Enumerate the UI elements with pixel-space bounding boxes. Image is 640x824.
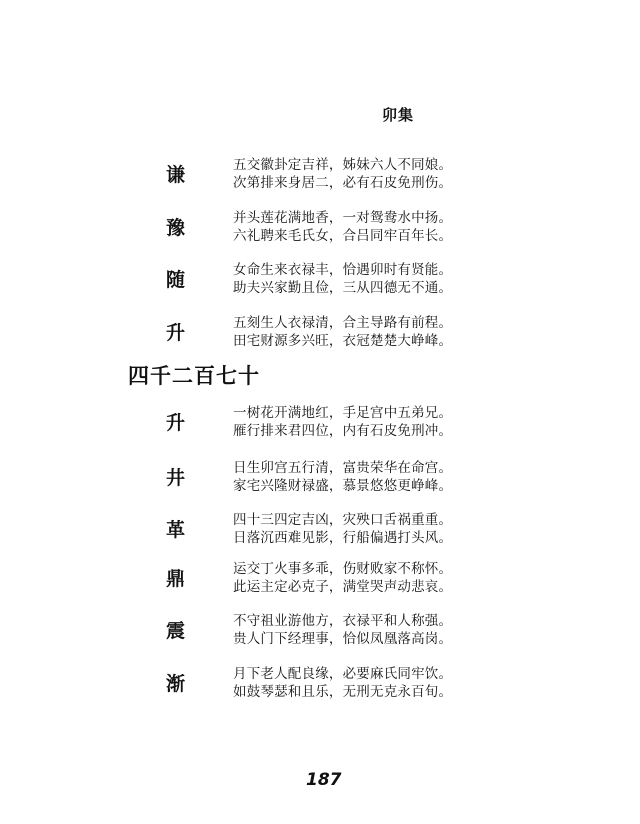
entry-sheng-2 bbox=[0, 401, 640, 441]
hexagram-name: 震 bbox=[166, 620, 186, 642]
hexagram-name: 井 bbox=[166, 467, 186, 489]
hexagram-name: 豫 bbox=[166, 217, 186, 239]
entry-jian bbox=[0, 662, 640, 702]
verse-line-2: 贵人门下经理事，恰似凤凰落高岗。 bbox=[233, 631, 453, 647]
verse-line-1: 一树花开满地红，手足宫中五弟兄。 bbox=[233, 405, 453, 421]
verse-line-2: 助夫兴家勤且俭，三从四德无不通。 bbox=[233, 280, 453, 296]
entry-ding bbox=[0, 557, 640, 597]
verse-line-2: 家宅兴隆财禄盛，慕景悠悠更峥峰。 bbox=[233, 478, 453, 494]
verse-line-2: 如鼓琴瑟和且乐，无刑无克永百旬。 bbox=[233, 684, 453, 700]
verse-line-1: 并头莲花满地香，一对鸳鸯水中扬。 bbox=[233, 210, 453, 226]
verse-line-1: 五刻生人衣禄清，合主导路有前程。 bbox=[233, 315, 453, 331]
page-number: 187 bbox=[306, 770, 342, 790]
verse-line-2: 田宅财源多兴旺，衣冠楚楚大峥峰。 bbox=[233, 333, 453, 349]
entry-zhen bbox=[0, 609, 640, 649]
entry-sheng bbox=[0, 311, 640, 351]
hexagram-name: 渐 bbox=[166, 673, 186, 695]
hexagram-name: 升 bbox=[166, 322, 186, 344]
verse-line-1: 运交丁火事多乖，伤财败家不称怀。 bbox=[233, 561, 453, 577]
verse-line-1: 月下老人配良缘，必要麻氏同牢饮。 bbox=[233, 666, 453, 682]
verse-line-1: 五交徽卦定吉祥，姊妹六人不同娘。 bbox=[233, 157, 453, 173]
verse-line-2: 六礼聘来毛氏女，合吕同牢百年长。 bbox=[233, 228, 453, 244]
verse-line-2: 此运主定必克子，满堂哭声动悲哀。 bbox=[233, 579, 453, 595]
hexagram-name: 随 bbox=[166, 269, 186, 291]
verse-line-1: 日生卯宫五行清，富贵荣华在命宫。 bbox=[233, 460, 453, 476]
hexagram-name: 革 bbox=[166, 519, 186, 541]
entry-sui bbox=[0, 258, 640, 298]
entry-yu bbox=[0, 206, 640, 246]
verse-line-2: 日落沉西难见影，行船偏遇打头风。 bbox=[233, 530, 453, 546]
verse-line-1: 女命生来衣禄丰，恰遇卯时有贤能。 bbox=[233, 262, 453, 278]
verse-line-1: 四十三四定吉凶，灾殃口舌祸重重。 bbox=[233, 512, 453, 528]
hexagram-name: 升 bbox=[166, 412, 186, 434]
running-header: 卯集 bbox=[382, 106, 415, 124]
verse-line-1: 不守祖业游他方，衣禄平和人称强。 bbox=[233, 613, 453, 629]
hexagram-name: 鼎 bbox=[166, 568, 186, 590]
hexagram-name: 谦 bbox=[166, 164, 186, 186]
verse-line-2: 次第排来身居二，必有石皮免刑伤。 bbox=[233, 175, 453, 191]
section-title: 四千二百七十 bbox=[128, 363, 260, 388]
entry-qian bbox=[0, 153, 640, 193]
entry-ge bbox=[0, 508, 640, 548]
entry-jing bbox=[0, 456, 640, 496]
verse-line-2: 雁行排来君四位，内有石皮免刑冲。 bbox=[233, 423, 453, 439]
